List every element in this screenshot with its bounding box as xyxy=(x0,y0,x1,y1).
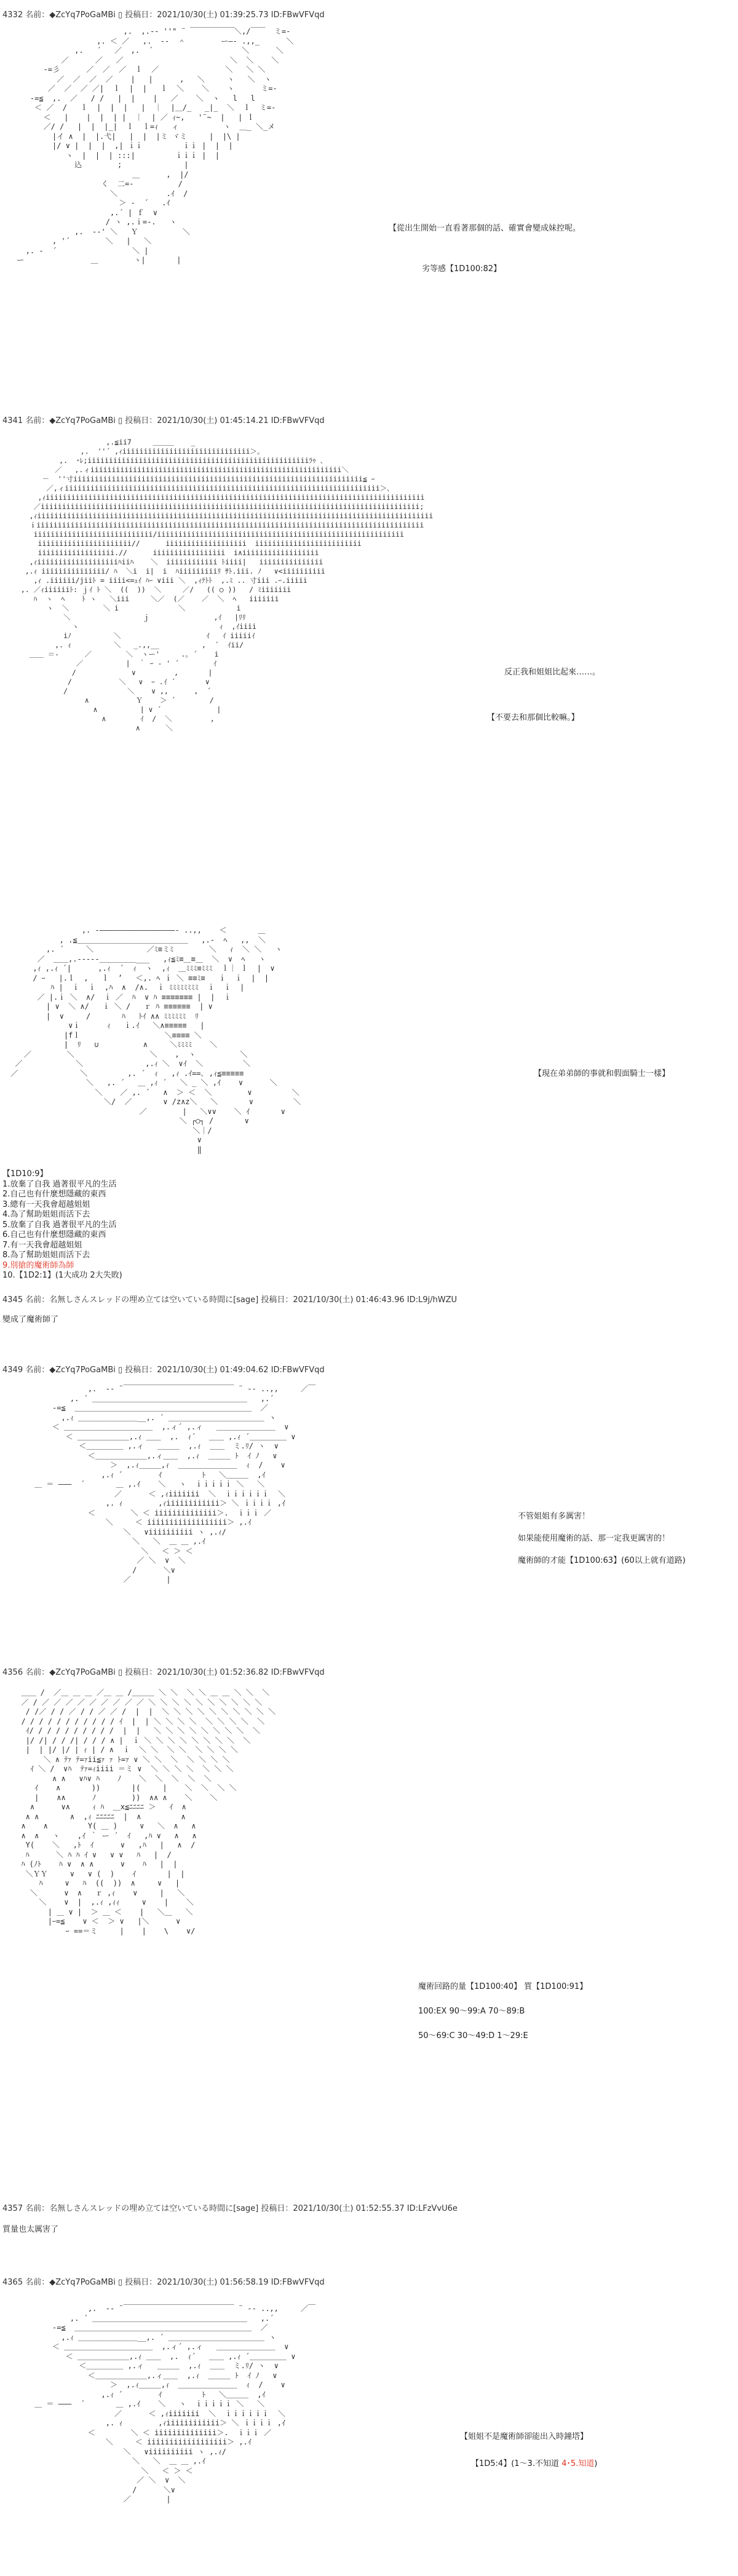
list-item: 1.放棄了自我 過著很平凡的生活 xyxy=(2,1179,117,1189)
dice-result-close: ) xyxy=(594,2459,598,2468)
post-header: 4365 名前：◆ZcYq7PoGaMBi ▯ 投稿日：2021/10/30(土) 01:56:58.19 ID:FBwVFVqd xyxy=(2,2278,325,2287)
post-note: 【姐姐不是魔術師卻能出入時鐘塔】 xyxy=(460,2432,589,2441)
list-item: 7.有一天我會超越姐姐 xyxy=(2,1240,82,1250)
ascii-art: ,. -―――――――――――――――――- ..,, ＜ ＿ , .≦＿＿＿＿＿＿＿＿＿＿＿＿＿＿＿ ,.- ﾍ ,, ＼ ,. ´ ＼ ／ﾐ≡ミﾐ ＼ ｨ ＼ ＼ ヽ ／ ＿＿,.-----＿＿＿＿＿___ ,ｨ≦ﾐ≡＿≡＿ ＼ ∨ ﾍ ヽ ,ｨ ,.ｨ ´| ,.ｨ ´ ｨ ヽ ,ｨ ＿ﾐﾐﾐ≡ﾐﾐﾐ ｌ｜ ｌ | ∨ / ｰ |.ｌ , ｌ ’ ＜,. ﾍ ｉ ＼ ≡≡ﾐ≡ ｉ ｉ | | ﾊ | ｉ ｉ ,ﾊ ∧ /∧. ｉ ﾐﾐﾐﾐﾐﾐﾐﾐ ｉ ｉ | ／ |.ｉ ＼ ∧/ ｉ ／ ﾊ ∨ ﾊ ≡≡≡≡≡≡≡ | | ｉ | ∨ ＼ ∧/ ｉ ＼ / ｒ ﾊ ≡≡≡≡≡≡ | ∨ | ∨ / ﾊ ﾄｲ ∧∧ ﾐﾐﾐﾐﾐﾐ ﾘ ∨ｉ ｨ ｉ.ｲ ＼∧≡≡≡≡≡ | |fｌ ＼≡≡≡≡ ＼ | ﾘ ∪ ∧ ＼ﾐﾐﾐﾐ ＼ ／ ＼ ＼ , ヽ ＼ ／ ＼ ,.ｨ ＼ ∨ｲ ＼ ＼ ／ ＼ ,. ´ ｨ ,ｨ .ｲ==､ ,ｨ≦≡≡≡≡≡ ＼ ,. ´ ＿ ,ｨ ´ ＼ _ ＼ ,ｲ ∨ ＼ ＼ ／ ,. ´ ∧ ＞ ＜ ＼ ∨ ＼ ＼/ ／ ∨ /z∧z＼ ＼ ∨ ＼ ／ | ＼∨∨ ＼ ｲ ∨ ＼ ┌○┐ / ∨ ＼｜/ ∨ ‖ xyxy=(10,926,301,1154)
dice-result xyxy=(471,2458,597,2470)
ascii-art: ,.≦ii7 ＿＿＿ _ ,. ''´ ,ｨiiiiiiiiiiiiiiiiiiiiiiiiiiiiii＞｡ ,. ･ﾚ;iiiiiiiiiiiiiiiiiiiiiiiiiiiiiiiiiiiiiiiiiiiiiiiiiiiiﾗｩ ､ ／ ,.ィiiiiiiiiiiiiiiiiiiiiiiiiiiiiiiiiiiiiiiiiiiiiiiiiiiiiiiiiiii＼ － ''寸iiiiiiiiiiiiiiiiiiiiiiiiiiiiiiiiiiiiiiiiiiiiiiiiiiiiiiiiiiiiiiiiiiii≦ ｰ ／,ィiiiiiiiiiiiiiiiiiiiiiiiiiiiiiiiiiiiiiiiiiiiiiiiiiiiiiiiiiiiiiiiiiiiiiiiiii＞､ ,ｨiiiiiiiiiiiiiiiiiiiiiiiiiiiiiiiiiiiiiiiiiiiiiiiiiiiiiiiiiiiiiiiiiiiiiiiiiiiiiiiiiiiiiiiii ／iiiiiiiiiiiiiiiiiiiiiiiiiiiiiiiiiiiiiiiiiiiiiiiiiiiiiiiiiiiiiiiiiiiiiiiiiiiiiiiiiiiiiiiii; ,ｨiiiiiiiiiiiiiiiiiiiiiiiiiiiiiiiiiiiiiiiiiiiiiiiiiiiiiiiiiiiiiiiiiiiiiiiiiiiiiiiiiiiiiiiiiiiii ｉiiiiiiiiiiiiiiiiiiiiiiiiiiiiiiiiiiiiiiiiiiiiiiiiiiiiiiiiiiiiiiiiiiiiiiiiiiiiiiiiiiiiiiiiiii iiiiiiiiiiiiiiiiiiiiiiiiiiii/iiiiiiiiiiiiiiiiiiiiiiiiiiiiiiiiiiiiiiiiiiiiiiiiiiiiiiiiii iiiiiiiiiiiiiiiiiiiiii// iiiiiiiiiiiiiiiiiii iiiiiiiiiiiiiiiiiiiiiiiii iiiiiiiiiiiiiiiiii.// iiiiiiiiiiiiiiiii i∧iiiiiiiiiiiiiiiiii ,ｨiiiiiiiiiiiiiiiiiiiﾊiiﾊ ＼ iiiiiiiiiiii ﾄiiii| iiiiiiiiiiiiiii ,.ｨ iiiiiiiiiiiiiii/ ﾊ ＼i i| i ﾊiiiiiiiiiﾘ ｻﾄ.iii. ﾉ ∨<iiiiiiiiii ,ｨ .iiiiii/jiiﾄ = iiii<=ｪｲ ﾊｰ ∨iii ＼ ,ｨﾃﾄﾄ ,.ﾐ .. 寸iii .ｰ.iiiii ,. ／ｨiiiiiiﾄ: ｊｲ ﾄ ＼ (( )) ＼ ／/ (( ○ )) / ﾐiiiiiii ﾊ ヽ ﾍ ﾄ ヽ ＼iii ＼／ (／ ／ ＼ ﾍ iiiiiii ヽ ＼ ＼ i ＼ i ＼ ｊ ,ｲ |ﾘﾘ ヽ ｨ ,ｲiiii iﾉ ＼ ｲ ｲ iiiiiｲ ,. ｨ ＼ _.,,__ , ´ ｲii/ ＿＿ ＝- ／ ＼ ヽー' .｡ ´ i ／ | ｀ ｰ ‐ ' ´ ｲ / ∨ , | / ＼ ∨ ｰ .ｲ ´ ∨ / ＼ ∨ ,, , ´ ∧ Ｙ ＞ ´ / ∧ | ∨ ´ | ∧ ｲ / ＼ , ∧ ＼ xyxy=(20,438,434,732)
post-note: 【從出生開始一直看著那個的話、確實會變成妹控呢。 xyxy=(389,224,581,233)
list-item: 8.為了幫助姐姐而活下去 xyxy=(2,1250,90,1260)
ascii-art: ＿＿ / ／＿ ＿ ＿ ／＿ ＿ /＿＿＿ ＼ ＼ ＼ ＼ ＿ ＿ ＼ ＼ ＼ ／ / ／ ／ ／ ／ ／ ／ ／ ／ ／ ＼ ＼ ＼ ＼ ＼ ＼ ＼ ＼ ＼ ＼ / /／ / / ／ / / ／ ／ / | | ＼ ＼ ＼ ＼ ＼ ＼ ＼ ＼ ＼ ＼ / / / / / / / / / / / ｲ | | ＼ ＼ ＼ ＼ ＼ ＼ ＼ ＼ ＼ ｲ/ / / / / / / / / / | | ＼ ＼ ＼ ＼ ＼ ＼ ＼ ＼ ＼ |/ /| / / /| / / / ∧ | ｉ ＼ ＼ ＼ ＼ ＼ ＼ ＼ ＼ ＼ | | |/ |/ | ｨ | / ∧ ｉ ＼ ＼ ＼ ＼ ＼ ＼ ＼ ＼ ＼ ∧ ﾃｧ ﾃ=ｧii≦ｧ ｧ ﾄ=ｧ ∨ ＼ ＼ ＼ ＼ ＼ ＼ ＼ ｲ ＼ / ∨ﾊ ﾃｧ=ｨiiii ＝ミ ∨ ＼ ＼ ＼ ＼ ＼ ＼ ＼ ∧ ∧ ∨ﾊ∨ ﾊ ﾉ ＼ ＼ ＼ ＼ ＼ ｲ ∧ )) |( | ＼ ＼ ＼ ＼ | ∧∧ ﾉ )) ∧∧ ∧ ＼ ＼ ∧ ∨∧ ｨ ﾊ ＿x≦ﾆﾆﾆﾆ ＞ ｲ ∧ ∧ ∧ ∧ ,ｨ ﾆﾆﾆﾆﾆ | ∧ ∧ ∧ ∧ Y( ＿ ) ∨ ＼ ∧ ∧ ∧ ∧ ヽ ,ｲ ｀ ー ´ ｲ ,ﾊ ∨ ∧ ∧ Y( ＼ ,ﾄ ｲ ∨ ,ﾊ | ∧ / ﾊ ＼ ﾊ ﾊ ｲ ∨ ∨ ∨ ﾊ | / ﾊ (ﾉﾄ ﾊ ∨ ∧ ∧ ∨ ﾊ | | ＼ＹＹ ∨ ∨ ( ) ｲ | | ﾊ ∨ ﾊ (( )) ∧ ∨ | ＼ ∨ ∧ ｒ ,ｨ ∨ | ＼ ＼ ∨ | ,.ｨ ,ｨｨ ∨ | ＼ | ＿ ∨ | ＞ ＿ ＜ | ＼＿ ＼ |ｰ=≦ ∨ ＜ ＞ ∨ |＼ ∨ ｰ ==＝ミ | | \ ∨/ xyxy=(21,1688,276,1935)
list-item: 10.【1D2:1】(1大成功 2大失敗) xyxy=(2,1271,122,1280)
post-note: 如果能使用魔術的話、那一定我更厲害的！ xyxy=(518,1534,670,1543)
post-body: 質量也太厲害了 xyxy=(2,2225,59,2234)
list-item: 5.放棄了自我 過著很平凡的生活 xyxy=(2,1220,117,1230)
list-item: 2.自己也有什麼想隱藏的東西 xyxy=(2,1190,106,1199)
post-header: 4349 名前：◆ZcYq7PoGaMBi ▯ 投稿日：2021/10/30(土) 01:49:04.62 ID:FBwVFVqd xyxy=(2,1365,325,1375)
list-item: 6.自己也有什麼想隱藏的東西 xyxy=(2,1230,106,1239)
ascii-art: ,. -‐ ¨￣￣￣￣￣￣￣￣￣￣￣￣￣￣￣ ¨ ‐- ..,, ／￣ ,. ´ ＿＿＿＿＿＿＿＿＿＿＿＿＿＿＿＿＿＿＿＿＿ ,.´ -=≦ ＿＿＿＿＿＿＿＿＿＿＿＿＿＿＿＿＿＿＿＿＿＿＿＿ ／ ,.ｨ ＿＿＿＿＿＿＿＿__,. ´ ＿＿＿＿＿＿＿＿＿＿＿＿＿ ヽ ＜ ＿＿＿＿＿＿＿＿＿＿＿＿ ,.ィ´ ,.ィ ＿＿＿＿＿＿＿＿ ∨ ＜ ＿＿＿＿＿＿＿,.ｨ ＿＿ ,. ｨ´ ＿＿ ,.ｨ ´＿＿＿＿＿ ∨ ＜＿＿＿＿＿ ,.ィ ＿＿＿ ,.ｨ ＿＿ ミ.ﾘ/ ヽ ∨ ＜＿＿＿＿＿＿＿,.ィ＿＿ ,.ｨ ＿＿＿ ﾄ ｲ ﾉ ∨ ＞ ,.ｨ＿＿＿,ｨ ＿＿＿＿＿＿＿＿ ｨ / ∨ ,.ｨ ´ ｲ ﾄ ＼＿＿＿ ,ｲ ＿ ＝ ――― ´ ＿ ,.ｲ ＼ ヽ ｉｉｉｉｉ ＼ ＼ ／ ＜ ,ｨiiiiiii ＼ ｉｉｉｉｉｉ ＼ ,. ｨ ,ｨiiiiiiiiiiii＞ ＼ ｉｉｉｉ ,ｲ ＜ ＼ ＜ iiiiiiiiiiiiii＞. ｉｉｉ ／ ＼ ＜ iiiiiiiiiiiiiiiiii＞ ,.ｲ ＼ ∨iiiiiiiiii ヽ ,.ｨ/ ＼ ＼ ＿ ＿ ,.ｲ ＼ ＜ ＞ ＜ ／ ＼ ∨ ＼ / ＼∨ ／ | xyxy=(34,1385,315,1584)
post-note: 劣等感【1D100:82】 xyxy=(422,264,502,274)
post-header: 4345 名前：名無しさんスレッドの埋め立ては空いている時間に[sage] 投稿日：2021/10/30(土) 01:46:43.96 ID:L9j/hWZU xyxy=(2,1295,457,1305)
list-title: 【1D10:9】 xyxy=(2,1169,48,1179)
post-header: 4332 名前：◆ZcYq7PoGaMBi ▯ 投稿日：2021/10/30(土) 01:39:25.73 ID:FBwVFVqd xyxy=(2,10,325,20)
post-header: 4356 名前：◆ZcYq7PoGaMBi ▯ 投稿日：2021/10/30(土) 01:52:36.82 ID:FBwVFVqd xyxy=(2,1668,325,1677)
ascii-art: ,. -‐ ¨￣￣￣￣￣￣￣￣￣￣￣￣￣￣￣ ¨ ‐- ..,, ／￣ ,. ´ ＿＿＿＿＿＿＿＿＿＿＿＿＿＿＿＿＿＿＿＿＿ ,.´ -=≦ ＿＿＿＿＿＿＿＿＿＿＿＿＿＿＿＿＿＿＿＿＿＿＿＿ ／ ,.ｨ ＿＿＿＿＿＿＿＿__,. ´ ＿＿＿＿＿＿＿＿＿＿＿＿＿ ヽ ＜ ＿＿＿＿＿＿＿＿＿＿＿＿ ,.ィ´ ,.ィ ＿＿＿＿＿＿＿＿ ∨ ＜ ＿＿＿＿＿＿＿,.ｨ ＿＿ ,. ｨ´ ＿＿ ,.ｨ ´＿＿＿＿＿ ∨ ＜＿＿＿＿＿ ,.ィ ＿＿＿ ,.ｨ ＿＿ ミ.ﾘ/ ヽ ∨ ＜＿＿＿＿＿＿＿,.ィ＿＿ ,.ｨ ＿＿＿ ﾄ ｲ ﾉ ∨ ＞ ,.ｨ＿＿＿,ｨ ＿＿＿＿＿＿＿＿ ｨ / ∨ ,.ｨ ´ ｲ ﾄ ＼＿＿＿ ,ｲ ＿ ＝ ――― ´ ＿ ,.ｲ ＼ ヽ ｉｉｉｉｉ ＼ ＼ ／ ＜ ,ｨiiiiiii ＼ ｉｉｉｉｉｉ ＼ ,. ｨ ,ｨiiiiiiiiiiii＞ ＼ ｉｉｉｉ ,ｲ ＜ ＼ ＜ iiiiiiiiiiiiii＞. ｉｉｉ ／ ＼ ＜ iiiiiiiiiiiiiiiiii＞ ,.ｲ ＼ ∨iiiiiiiiii ヽ ,.ｨ/ ＼ ＼ ＿ ＿ ,.ｲ ＼ ＜ ＞ ＜ ／ ＼ ∨ ＼ / ＼∨ ／ | xyxy=(34,2304,315,2503)
post-note: 反正我和姐姐比起來……。 xyxy=(504,668,601,677)
list-item: 3.總有一天我會超越姐姐 xyxy=(2,1199,90,1209)
post-header: 4357 名前：名無しさんスレッドの埋め立ては空いている時間に[sage] 投稿日：2021/10/30(土) 01:52:55.37 ID:LFzVvU6e xyxy=(2,2204,458,2213)
list-item: 4.為了幫助姐姐而活下去 xyxy=(2,1210,90,1219)
dice-result-list xyxy=(2,1169,122,1281)
ascii-art: ,. ,.-‐ ''" ¨ ￣￣￣￣￣￣＼,/￣￣ ミ=- ,. ＜ ／ ,. -‐ ＾ ー―- .,,_ ＼ ,. ´ ／ ,. ´ ＼ ＼ ／ ／ ／ ＼ ＼ ＼ -=彡 ／ ／ ／ ｌ ／ ＼ ＼ ＼ ／ ／ ／ ／ | | , ＼ ヽ ＼ ヽ ／ ／ ／ ／| ｌ | | ｌ ＼ ＼ ヽ ミ=- -=≦ ,. ／ / / | | | ／ ＼ ヽ l l ＜ ／ / ｌ | | | | ｜ |＿/_ _|_ ＼ ｌ ミ=- ＜ | | | | | ｜ | ／ ｨ~, '¨~ | | ｌ ／/ / | | |_| ｌ ｌ=ｨ ィ ヽ ＿_ ＼_メ |イ ∧ | |.弋| | | |ミ ヾミ | |\ | |/ ∨ | | | ,| ｉｉ ｉｉ | | | ヽ | | | :::| ｉｉｉ | | 込 ; | ＿ , |/ く 二=- / ＼ .ｲ / ＞ - ´ .ｲ ,.´ | ｆ ∨ / ヽ ,.ｉ=-. ヽ ,. -‐' ＼ Ｙ ＼ , '´ ＼ | ＼ ,. - ´ ＼ | ー ＿ ヽ| | xyxy=(17,27,294,264)
post-note: 不管姐姐有多厲害！ xyxy=(518,1512,590,1521)
post-note: 魔術回路的量【1D100:40】 質【1D100:91】 xyxy=(418,1982,588,1991)
post-body: 變成了魔術師了 xyxy=(2,1315,59,1324)
post-note: 【不要去和那個比較嘛。】 xyxy=(487,713,579,722)
post-note: 100:EX 90～99:A 70～89:B xyxy=(418,2007,525,2016)
post-note: 【現在弟弟師的事就和假面騎士一樣】 xyxy=(534,1069,670,1078)
post-note: 魔術師的才能【1D100:63】(60以上就有道路) xyxy=(518,1556,686,1565)
post-note: 50～69:C 30～49:D 1～29:E xyxy=(418,2031,528,2041)
dice-result-highlight: 4･5.知道 xyxy=(561,2459,595,2468)
post-header: 4341 名前：◆ZcYq7PoGaMBi ▯ 投稿日：2021/10/30(土) 01:45:14.21 ID:FBwVFVqd xyxy=(2,416,325,425)
list-item-selected: 9.別搶的魔術師為師 xyxy=(2,1260,74,1270)
dice-result-text: 【1D5:4】(1～3.不知道 xyxy=(471,2459,562,2468)
